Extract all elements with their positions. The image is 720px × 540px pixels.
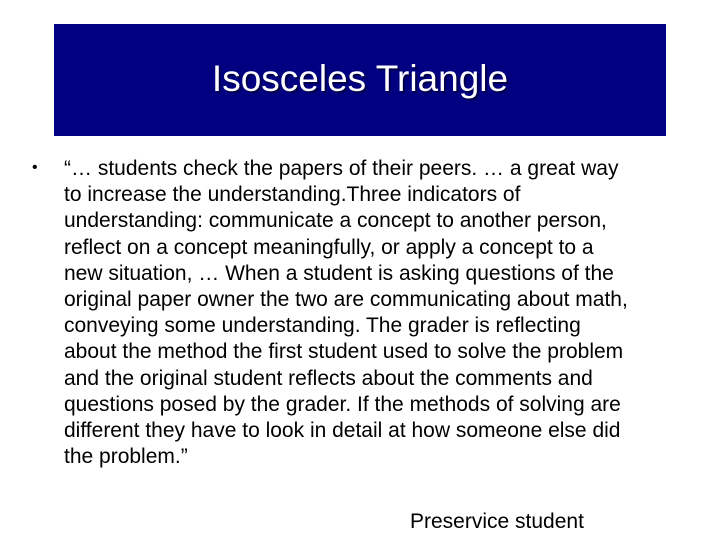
quote-line: understanding: communicate a concept to another person, [64,209,607,233]
quote-line: different they have to look in detail at how someone else did [64,419,621,443]
quote-line: original paper owner the two are communicating about math, [64,288,628,312]
quote-attribution: Preservice student [410,510,584,533]
quote-line: to increase the understanding.Three indicators of [64,183,521,207]
quote-line: and the original student reflects about the comments and [64,366,593,390]
quote-line: “… students check the papers of their peers. … a great way [64,157,619,180]
bullet-marker: • [32,159,38,176]
slide-title: Isosceles Triangle [211,58,509,99]
quote-line: conveying some understanding. The grader is reflecting [64,314,581,338]
quote-line: questions posed by the grader. If the methods of solving are [64,392,621,416]
quote-text [64,156,714,470]
quote-line: about the method the first student used to solve the problem [64,340,624,364]
title-band [54,24,666,136]
quote-line: reflect on a concept meaningfully, or apply a concept to a [64,235,594,259]
quote-line: the problem.” [64,445,188,469]
quote-line: new situation, … When a student is asking questions of the [64,261,614,285]
